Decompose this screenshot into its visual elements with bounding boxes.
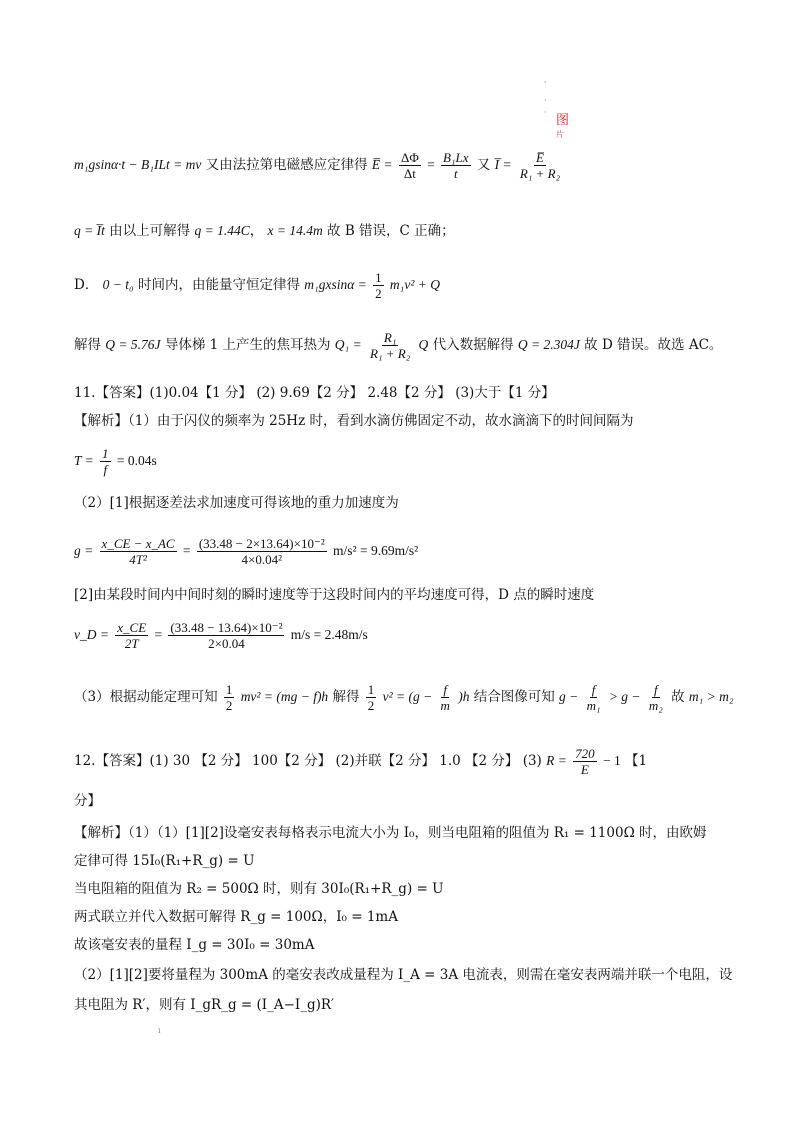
- frac-num: (33.48 − 13.64)×10⁻²: [170, 620, 283, 635]
- mass-result: m₁ > m₂: [688, 689, 734, 704]
- text: 解得: [332, 689, 360, 705]
- frac-num: B₁Lx: [443, 150, 469, 165]
- frac-num: 1: [225, 682, 233, 697]
- frac-num: (33.48 − 2×13.64)×10⁻²: [198, 536, 325, 551]
- corner-image-glyph: 图: [556, 113, 570, 128]
- frac-den: f: [103, 462, 108, 477]
- text: 又: [476, 157, 491, 173]
- q12-analysis-5: 故该毫安表的量程 I_g = 30I₀ = 30mA: [74, 937, 315, 953]
- compare-lhs: g −: [559, 689, 579, 704]
- frac-num: E̅: [536, 150, 544, 165]
- energy-lhs: m₁gxsinα =: [304, 277, 367, 292]
- q11-analysis-3: [2]由某段时间内中间时刻的瞬时速度等于这段时间内的平均速度可得，D 点的瞬时速度: [74, 587, 595, 603]
- velocity-squared-tail: )h: [458, 689, 470, 704]
- text: （3）根据动能定理可知: [74, 689, 218, 705]
- gravity-rhs: m/s² = 9.69m/s²: [333, 543, 419, 558]
- text: 12.【答案】(1) 30 【2 分】 100【2 分】 (2)并联【2 分】 1.0 【2 分】 (3): [74, 753, 542, 769]
- frac-den: R₁ + R₂: [519, 166, 561, 181]
- text: 代入数据解得: [432, 337, 514, 353]
- q12-analysis-2: 定律可得 15I₀(R₁+R_g) = U: [74, 853, 255, 869]
- frac-num: f: [443, 682, 448, 697]
- heat-total: Q = 5.76J: [105, 337, 161, 352]
- text: 故 D 错误。故选 AC。: [584, 337, 723, 353]
- frac-den: m₂: [648, 698, 663, 713]
- resistance-rhs: − 1: [602, 753, 621, 768]
- q12-analysis-7: 其电阻为 R′，则有 I_gR_g = (I_A−I_g)R′: [74, 997, 335, 1013]
- period-rhs: = 0.04s: [116, 453, 157, 468]
- frac-den: 2: [367, 698, 375, 713]
- frac-den: 2×0.04: [208, 636, 245, 651]
- heat-q: Q: [418, 337, 429, 352]
- text: ，: [249, 223, 264, 239]
- frac-den: E: [580, 762, 589, 777]
- text: 又由法拉第电磁感应定律得: [205, 157, 368, 173]
- q11-answer: 11.【答案】(1)0.04【1 分】 (2) 9.69【2 分】 2.48【2 分】 (3)大于【1 分】: [74, 385, 555, 401]
- q11-gravity-line: g = $\frac{x\_CE - x\_AC}{\text{4T²}}$ = $\frac{\text{(33.48 − 2×13.64)×10⁻²}}{\text{4×0.04²}}$ m/s² = 9.69m/s²: [74, 536, 419, 567]
- text: 故 B 错误，C 正确；: [327, 223, 455, 239]
- frac-num: 720: [575, 746, 595, 761]
- q12-answer-tail: 分】: [74, 793, 101, 809]
- frac-num: R₁: [383, 330, 397, 345]
- q12-analysis-4: 两式联立并代入数据可解得 R_g = 100Ω，I₀ = 1mA: [74, 909, 398, 925]
- gravity-lhs: g =: [74, 543, 94, 558]
- frac-den: 2: [375, 286, 382, 301]
- frac-num: f: [653, 682, 658, 697]
- charge-value: q = 1.44C: [194, 223, 250, 238]
- text: 时间内，由能量守恒定律得: [137, 277, 300, 293]
- frac-den: t: [453, 166, 458, 181]
- frac-den: m₁: [586, 698, 601, 713]
- corner-image-glyph-small: 片: [556, 130, 564, 139]
- corner-dot-1: ': [544, 80, 547, 89]
- line-3: [74, 270, 440, 301]
- text: 解得: [74, 337, 101, 353]
- frac-num: 1: [102, 446, 109, 461]
- q12-answer: [74, 746, 647, 777]
- charge-equation: q = I̅t: [74, 223, 105, 238]
- velocity-squared: v² = (g −: [382, 689, 433, 704]
- velocity-rhs: m/s = 2.48m/s: [290, 627, 368, 642]
- corner-dot-3: ·: [544, 108, 547, 117]
- q11-analysis-2: （2）[1]根据逐差法求加速度可得该地的重力加速度为: [74, 495, 399, 511]
- frac-num: f: [591, 682, 596, 697]
- line-2: [74, 222, 455, 240]
- frac-den: 4×0.04²: [241, 552, 283, 567]
- work-energy: mv² = (mg − f)h: [240, 689, 329, 704]
- frac-den: 2T: [124, 636, 139, 651]
- text: 故: [671, 689, 685, 705]
- frac-num: 1: [367, 682, 375, 697]
- q11-analysis-1: 【解析】（1）由于闪仪的频率为 25Hz 时，看到水滴仿佛固定不动，故水滴滴下的时间间隔为: [74, 413, 634, 429]
- emf-lhs: E̅ =: [371, 157, 393, 172]
- corner-dot-2: ·: [544, 96, 547, 105]
- momentum-equation: m₁gsinα·t − B₁ILt = mv: [74, 157, 202, 172]
- compare-mid: > g −: [608, 689, 641, 704]
- time-range: 0 − t₀: [102, 277, 134, 292]
- energy-rhs: m₁v² + Q: [389, 277, 440, 292]
- text: 【1: [625, 753, 648, 769]
- heat-result: Q = 2.304J: [517, 337, 580, 352]
- resistance-lhs: R =: [546, 753, 567, 768]
- q12-analysis-1: 【解析】（1）（1）[1][2]设毫安表每格表示电流大小为 I₀，则当电阻箱的阻值为 R₁ = 1100Ω 时，由欧姆: [74, 825, 707, 841]
- frac-num: x_CE: [117, 620, 147, 635]
- frac-den: R₁ + R₂: [370, 346, 411, 361]
- text: 由以上可解得: [109, 223, 191, 239]
- text: 导体梯 1 上产生的焦耳热为: [164, 337, 331, 353]
- frac-num: x_CE − x_AC: [101, 536, 175, 551]
- option-label: D．: [74, 277, 99, 293]
- q11-period-line: [74, 446, 157, 477]
- frac-num: ΔΦ: [400, 150, 419, 165]
- velocity-lhs: v_D =: [74, 627, 109, 642]
- heat-lhs: Q₁ =: [334, 337, 362, 352]
- current-lhs: I̅ =: [494, 157, 512, 172]
- q12-analysis-3: 当电阻箱的阻值为 R₂ = 500Ω 时，则有 30I₀(R₁+R_g) = U: [74, 881, 444, 897]
- frac-den: Δt: [403, 166, 416, 181]
- line-1: m₁gsinα·t − B₁ILt = mv 又由法拉第电磁感应定律得 E̅ = $\frac{\Delta\Phi}{\Delta t}$ = $\frac{\text{B₁Lx}}{t}$ 又 I̅ = $\frac{E̅}{\text{R₁ + R₂}}$: [74, 150, 561, 181]
- frac-num: 1: [375, 270, 382, 285]
- period-lhs: T =: [74, 453, 94, 468]
- frac-den: 2: [225, 698, 233, 713]
- q11-velocity-line: v_D = $\frac{x\_CE}{2T}$ = $\frac{\text{(33.48 − 13.64)×10⁻²}}{2\times 0.04}$ m/s = 2.48m/s: [74, 620, 368, 651]
- q11-energy-line: [74, 682, 734, 713]
- displacement-value: x = 14.4m: [267, 223, 323, 238]
- frac-den: m: [440, 698, 450, 713]
- q12-analysis-6: （2）[1][2]要将量程为 300mA 的毫安表改成量程为 I_A = 3A 电流表，则需在毫安表两端并联一个电阻，设: [74, 967, 733, 983]
- frac-den: 4T²: [129, 552, 147, 567]
- bottom-mark: ı: [158, 1026, 161, 1035]
- text: 结合图像可知: [473, 689, 555, 705]
- line-4: [74, 330, 722, 361]
